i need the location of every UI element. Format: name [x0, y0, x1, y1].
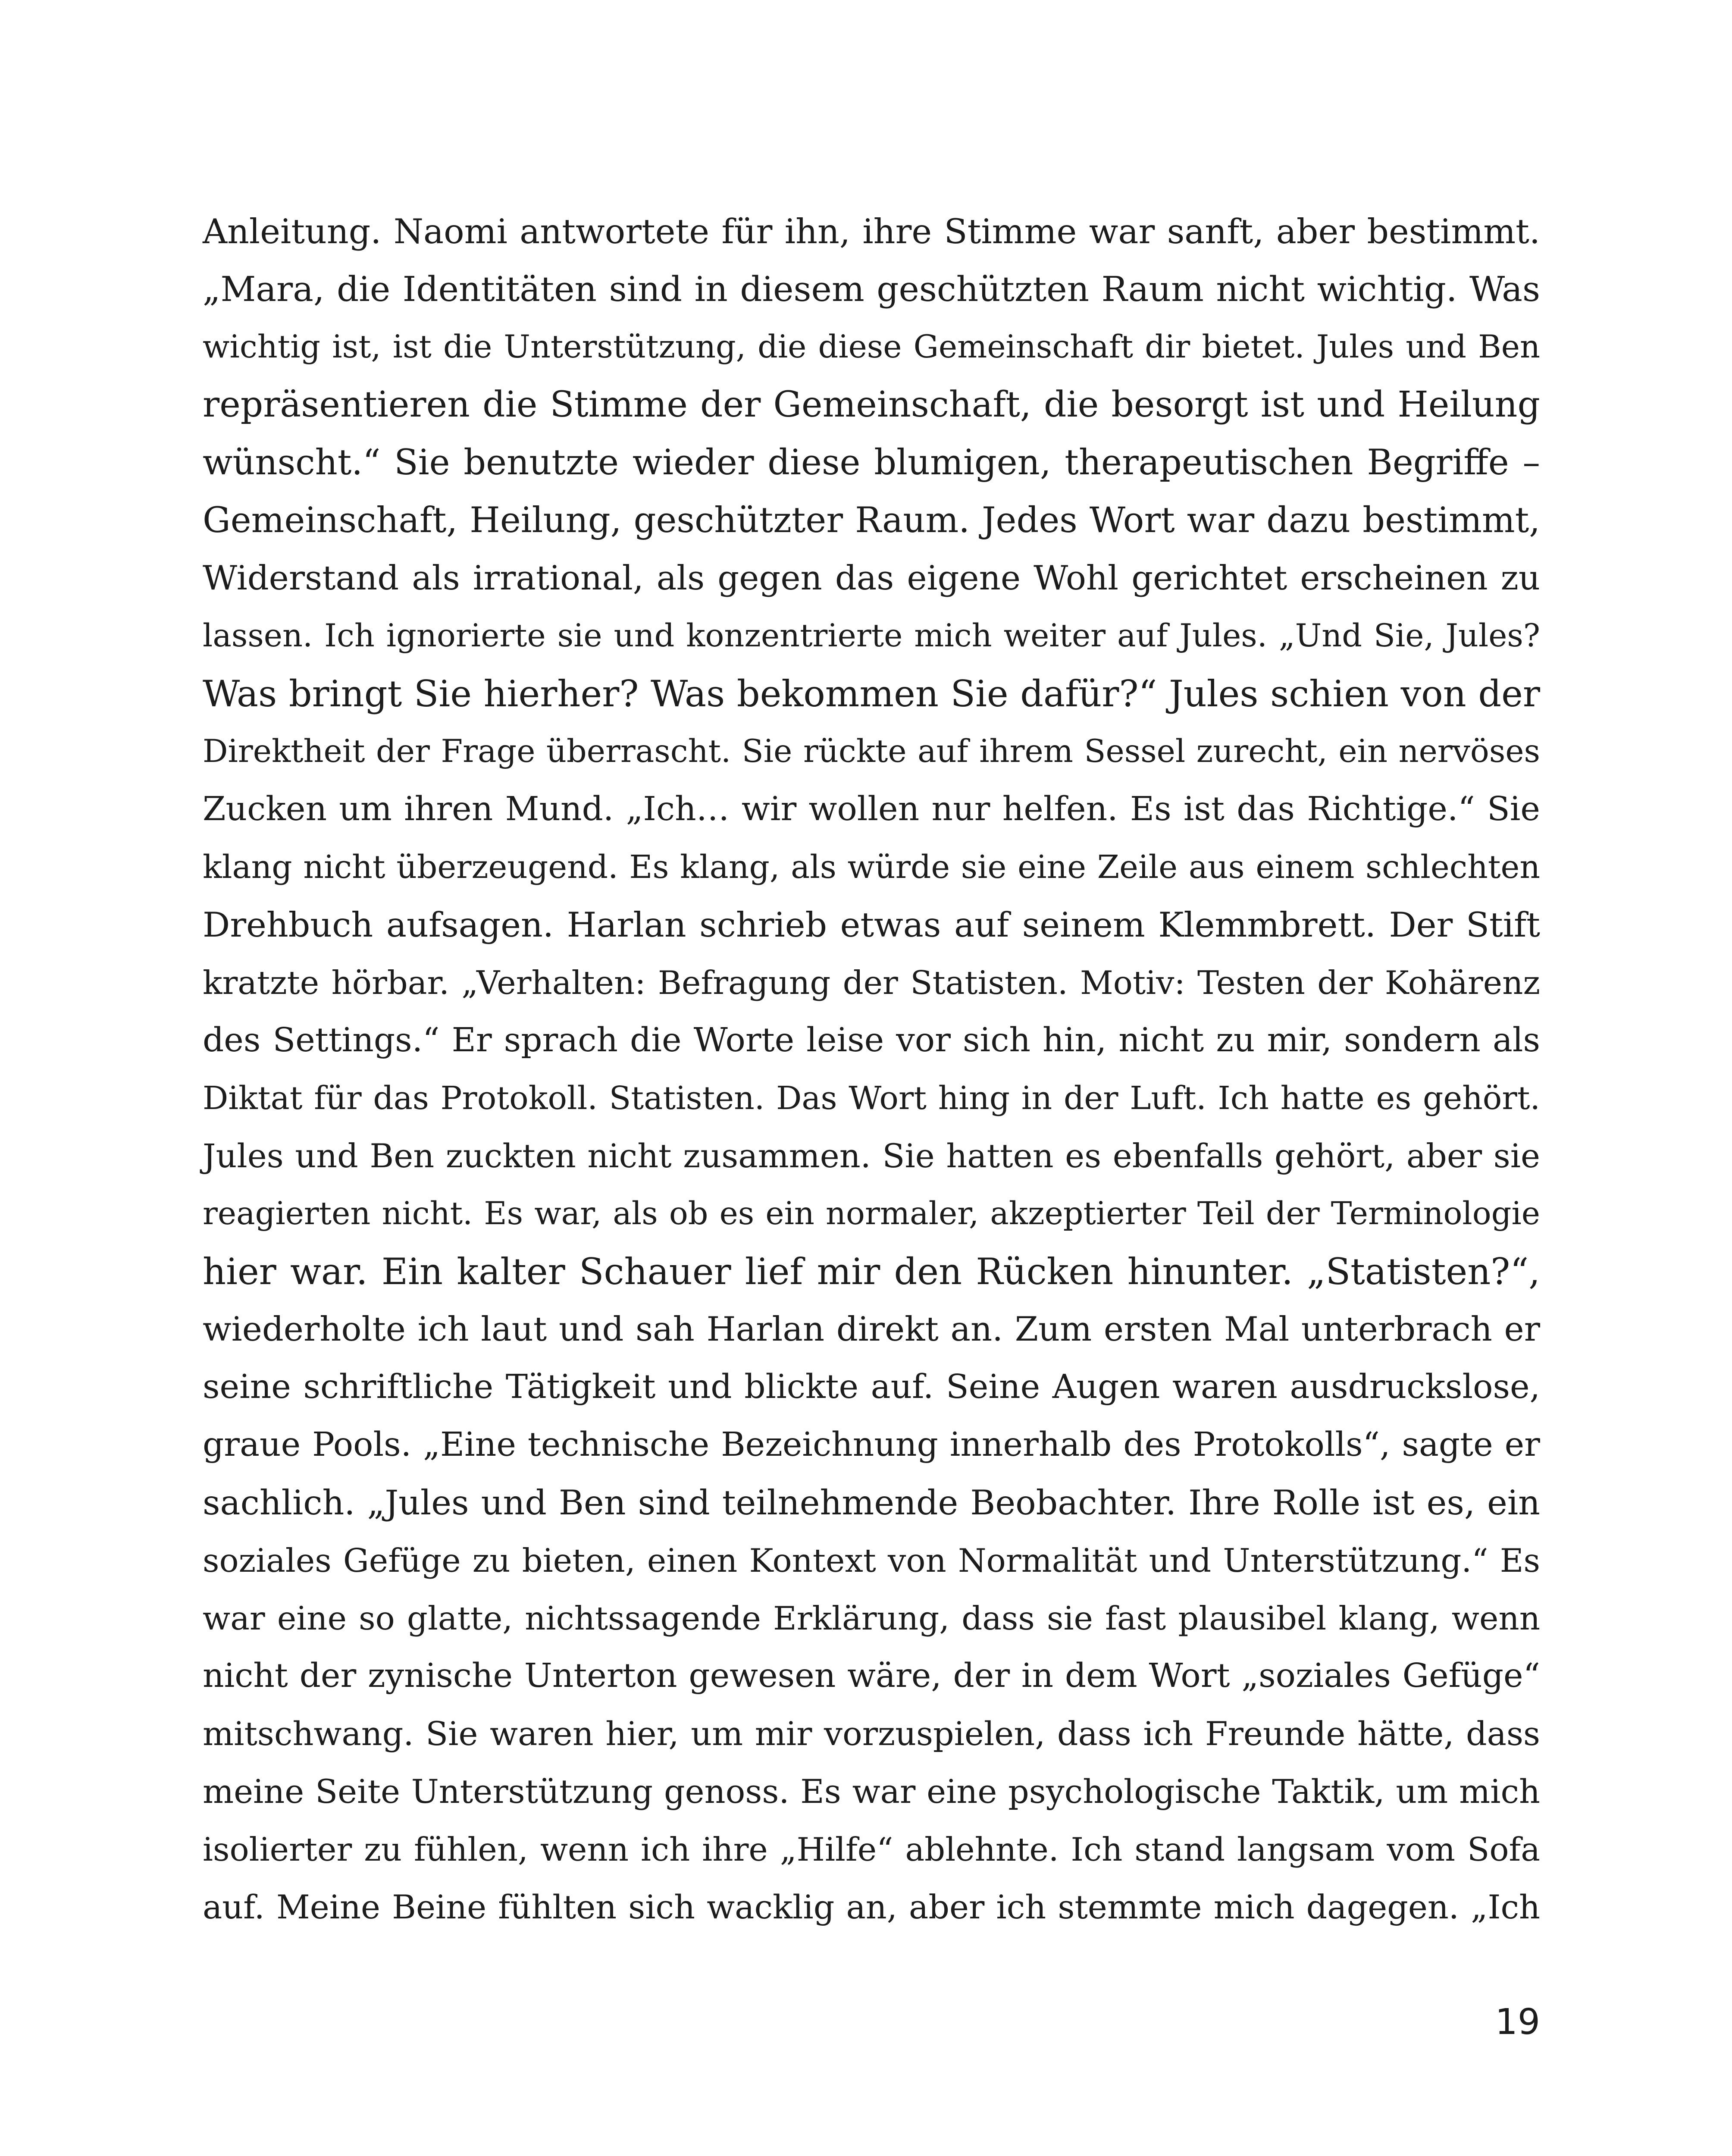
text-line: wünscht.“ Sie benutzte wieder diese blumigen, therapeutischen Begriffe – — [203, 442, 1540, 483]
text-line: soziales Gefüge zu bieten, einen Kontext von Normalität und Unterstützung.“ Es — [203, 1542, 1540, 1579]
text-line: klang nicht überzeugend. Es klang, als würde sie eine Zeile aus einem schlechten — [203, 849, 1540, 886]
text-line: „Mara, die Identitäten sind in diesem geschützten Raum nicht wichtig. Was — [203, 269, 1540, 309]
text-line: des Settings.“ Er sprach die Worte leise vor sich hin, nicht zu mir, sondern als — [203, 1021, 1540, 1059]
body-text — [203, 203, 1540, 1971]
text-line: nicht der zynische Unterton gewesen wäre, der in dem Wort „soziales Gefüge“ — [203, 1657, 1540, 1695]
text-line: Direktheit der Frage überrascht. Sie rückte auf ihrem Sessel zurecht, ein nervöses — [203, 733, 1540, 770]
text-line: hier war. Ein kalter Schauer lief mir den Rücken hinunter. „Statisten?“, — [203, 1250, 1540, 1293]
text-line: reagierten nicht. Es war, als ob es ein normaler, akzeptierter Teil der Terminologie — [203, 1195, 1540, 1232]
text-line: war eine so glatte, nichtssagende Erklärung, dass sie fast plausibel klang, wenn — [203, 1599, 1540, 1637]
text-line: meine Seite Unterstützung genoss. Es war eine psychologische Taktik, um mich — [203, 1772, 1540, 1811]
text-line: sachlich. „Jules und Ben sind teilnehmende Beobachter. Ihre Rolle ist es, ein — [203, 1483, 1540, 1523]
text-line: repräsentieren die Stimme der Gemeinschaft, die besorgt ist und Heilung — [203, 384, 1540, 425]
text-line: auf. Meine Beine fühlten sich wacklig an, aber ich stemmte mich dagegen. „Ich — [203, 1888, 1540, 1926]
text-line: wiederholte ich laut und sah Harlan direkt an. Zum ersten Mal unterbrach er — [203, 1310, 1540, 1349]
text-line: lassen. Ich ignorierte sie und konzentrierte mich weiter auf Jules. „Und Sie, Jules? — [203, 617, 1540, 654]
page-number: 19 — [1495, 2002, 1540, 2043]
text-line: graue Pools. „Eine technische Bezeichnung innerhalb des Protokolls“, sagte er — [203, 1426, 1540, 1464]
text-line: Drehbuch aufsagen. Harlan schrieb etwas auf seinem Klemmbrett. Der Stift — [203, 905, 1540, 945]
text-line: Jules und Ben zuckten nicht zusammen. Sie hatten es ebenfalls gehört, aber sie — [203, 1137, 1540, 1175]
text-line: isolierter zu fühlen, wenn ich ihre „Hilfe“ ablehnte. Ich stand langsam vom Sofa — [203, 1830, 1540, 1868]
text-line: Widerstand als irrational, als gegen das eigene Wohl gerichtet erscheinen zu — [203, 559, 1540, 598]
text-line: mitschwang. Sie waren hier, um mir vorzuspielen, dass ich Freunde hätte, dass — [203, 1714, 1540, 1753]
text-line: kratzte hörbar. „Verhalten: Befragung der Statisten. Motiv: Testen der Kohärenz — [203, 964, 1540, 1002]
text-line: Diktat für das Protokoll. Statisten. Das Wort hing in der Luft. Ich hatte es gehört. — [203, 1080, 1540, 1117]
text-line: Anleitung. Naomi antwortete für ihn, ihre Stimme war sanft, aber bestimmt. — [203, 212, 1540, 251]
text-line: seine schriftliche Tätigkeit und blickte auf. Seine Augen waren ausdruckslose, — [203, 1368, 1540, 1406]
text-line: Was bringt Sie hierher? Was bekommen Sie dafür?“ Jules schien von der — [203, 673, 1540, 715]
text-line: Zucken um ihren Mund. „Ich… wir wollen nur helfen. Es ist das Richtige.“ Sie — [203, 790, 1540, 828]
text-line: Gemeinschaft, Heilung, geschützter Raum. Jedes Wort war dazu bestimmt, — [203, 500, 1540, 541]
text-line: wichtig ist, ist die Unterstützung, die diese Gemeinschaft dir bietet. Jules und Ben — [203, 329, 1540, 365]
